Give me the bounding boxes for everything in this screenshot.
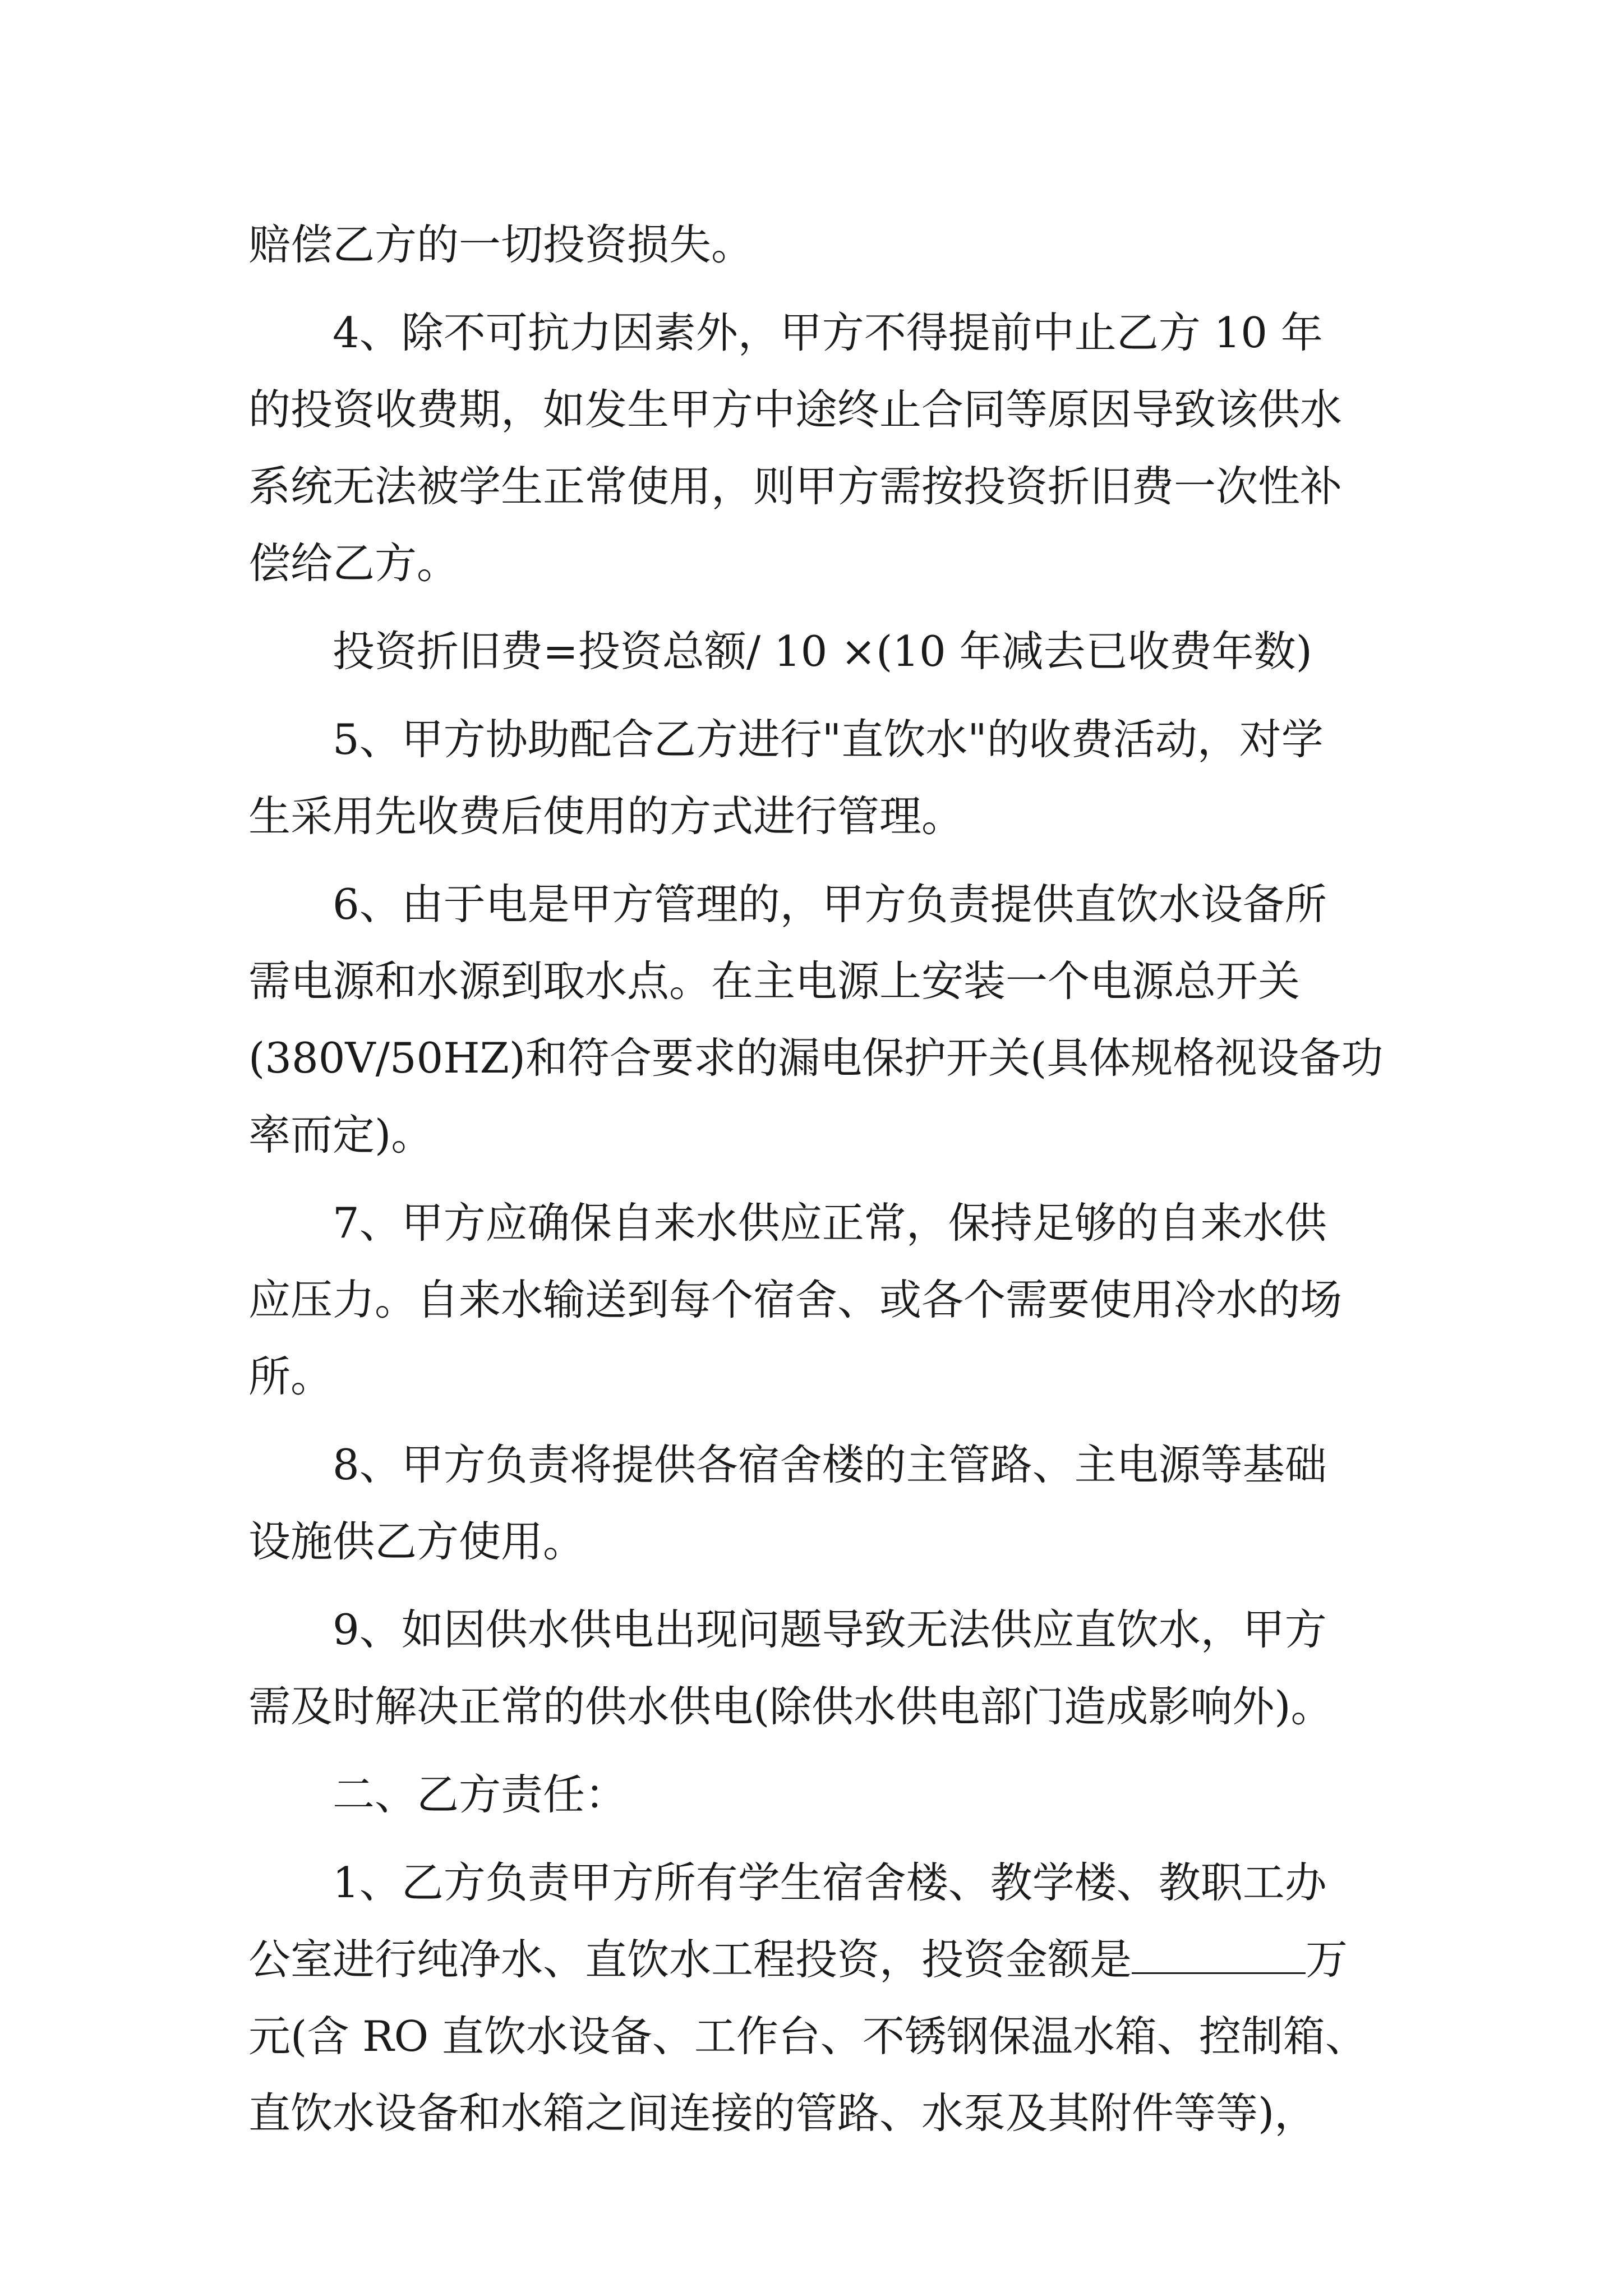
text-line: 公室进行纯净水、直饮水工程投资，投资金额是 — [248, 1935, 1132, 1984]
paragraph-8 — [248, 1427, 1376, 1503]
section-heading — [248, 1756, 1376, 1833]
text-line: 需及时解决正常的供水供电(除供水供电部门造成影响外)。 — [248, 1682, 1333, 1731]
section-title: 二、乙方责任： — [333, 1770, 628, 1819]
document-body — [248, 206, 1384, 2152]
text-line: 率而定)。 — [248, 1110, 434, 1159]
text-line: 元(含 RO 直饮水设备、工作台、不锈钢保温水箱、控制箱、 — [248, 2012, 1367, 2061]
paragraph-6 — [248, 866, 1376, 943]
text-line: 需电源和水源到取水点。在主电源上安装一个电源总开关 — [248, 956, 1301, 1006]
paragraph-9 — [248, 1591, 1376, 1668]
text-line: 的投资收费期，如发生甲方中途终止合同等原因导致该供水 — [248, 385, 1343, 434]
paragraph-b1 — [248, 1844, 1376, 1921]
amount-blank — [1132, 1933, 1306, 1974]
text-line: 9、如因供水供电出现问题导致无法供应直饮水，甲方 — [333, 1605, 1327, 1654]
text-line: 投资折旧费=投资总额/ 10 ×(10 年减去已收费年数) — [333, 627, 1312, 676]
formula-line — [248, 613, 1376, 690]
text-line: 赔偿乙方的一切投资损失。 — [248, 220, 754, 269]
text-line: 生采用先收费后使用的方式进行管理。 — [248, 792, 964, 841]
text-line: (380V/50HZ)和符合要求的漏电保护开关(具体规格视设备功 — [248, 1033, 1384, 1083]
text-line: 系统无法被学生正常使用，则甲方需按投资折旧费一次性补 — [248, 462, 1343, 511]
text-line: 设施供乙方使用。 — [248, 1517, 585, 1566]
text-line: 4、除不可抗力因素外，甲方不得提前中止乙方 10 年 — [333, 308, 1323, 357]
text-line: 1、乙方负责甲方所有学生宿舍楼、教学楼、教职工办 — [333, 1858, 1327, 1907]
paragraph-4 — [248, 295, 1376, 371]
text-line: 直饮水设备和水箱之间连接的管路、水泵及其附件等等)， — [248, 2088, 1317, 2138]
text-line-with-blank — [248, 1921, 1376, 1998]
text-line: 6、由于电是甲方管理的，甲方负责提供直饮水设备所 — [333, 880, 1327, 929]
text-line: 应压力。自来水输送到每个宿舍、或各个需要使用冷水的场 — [248, 1275, 1343, 1324]
text-line: 偿给乙方。 — [248, 539, 459, 588]
text-line: 8、甲方负责将提供各宿舍楼的主管路、主电源等基础 — [333, 1440, 1327, 1489]
text-line: 所。 — [248, 1352, 333, 1401]
text-line: 5、甲方协助配合乙方进行"直饮水"的收费活动，对学 — [333, 715, 1324, 764]
text-line: 7、甲方应确保自来水供应正常，保持足够的自来水供 — [333, 1198, 1327, 1248]
paragraph-7 — [248, 1185, 1376, 1262]
text-line: 万 — [1306, 1935, 1348, 1984]
paragraph-5 — [248, 701, 1376, 778]
